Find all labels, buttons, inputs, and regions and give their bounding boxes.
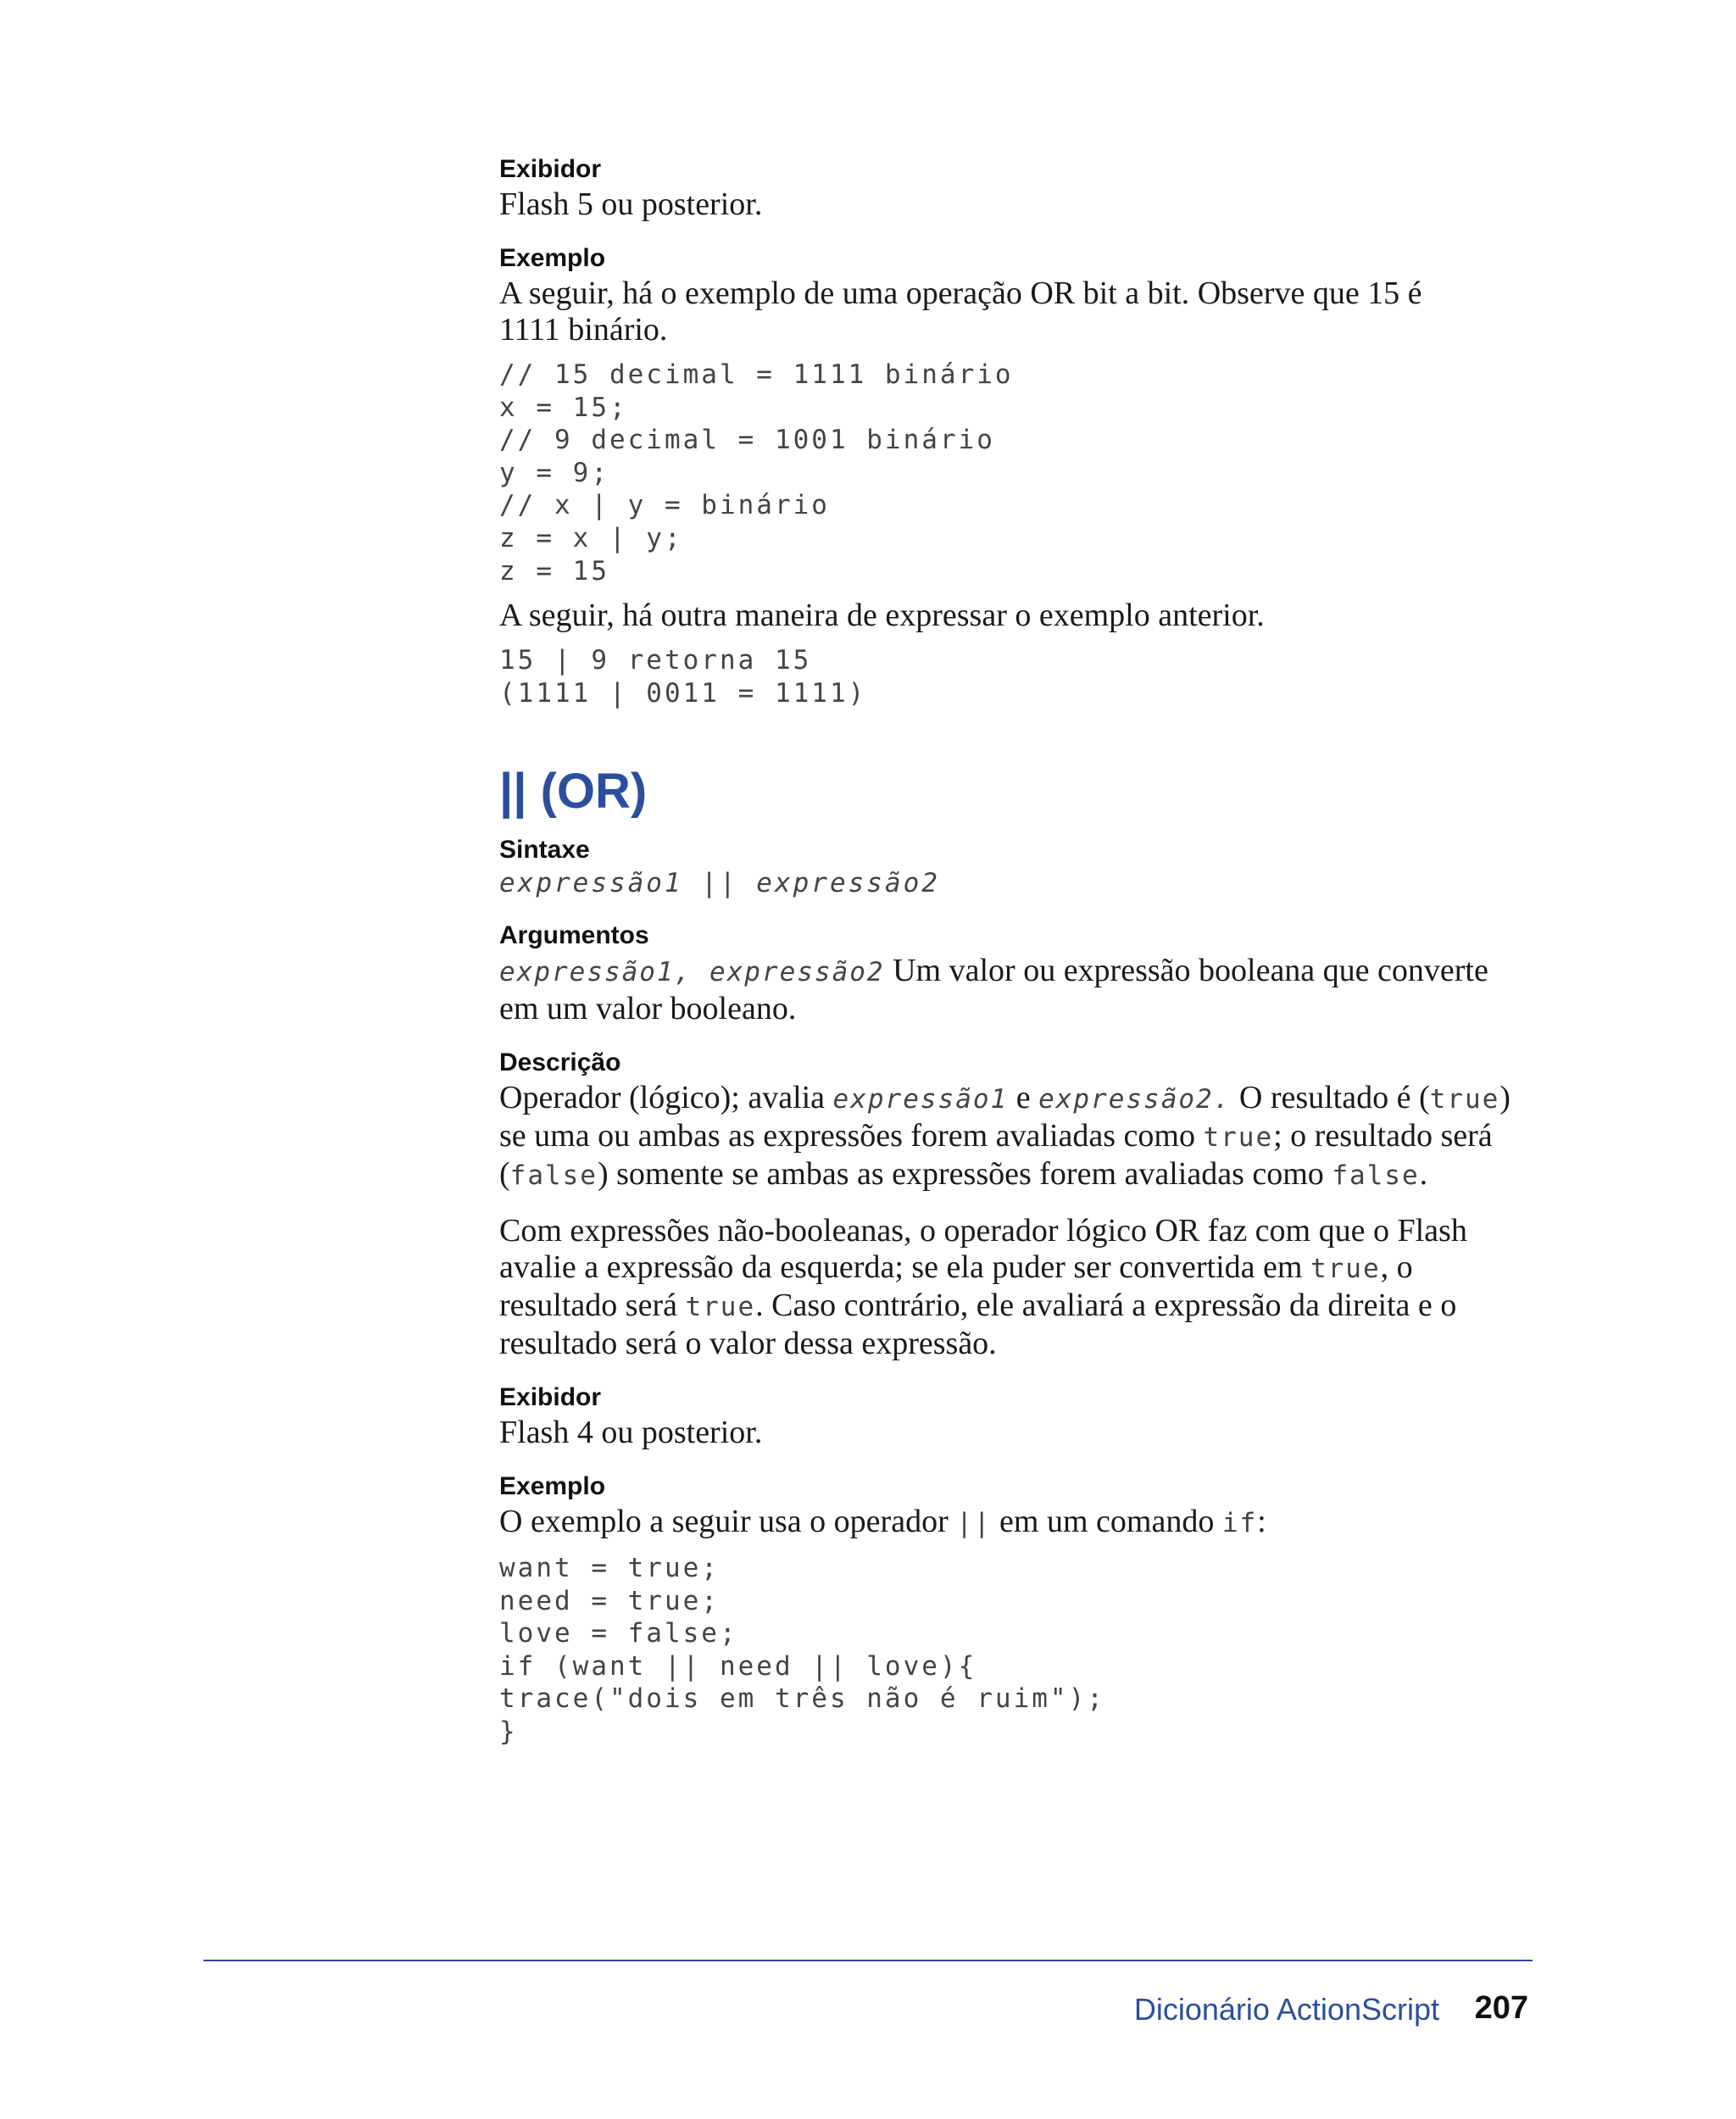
code-line: x = 15; — [499, 392, 628, 423]
example-text: A seguir, há o exemplo de uma operação OR bit a bit. Observe que 15 é 1111 binário. — [499, 275, 1422, 348]
code-line: want = true; — [499, 1552, 720, 1583]
code-line: z = 15 — [499, 555, 609, 587]
description-label: Descrição — [499, 1048, 621, 1076]
code-line: // x | y = binário — [499, 490, 830, 521]
code-line: 15 | 9 retorna 15 — [499, 645, 812, 676]
viewer-text-2: Flash 4 ou posterior. — [499, 1414, 763, 1450]
footer-title: Dicionário ActionScript — [1133, 1992, 1439, 2027]
code-block-alternate — [499, 644, 1533, 709]
inline-code: if — [1221, 1507, 1258, 1538]
code-line: y = 9; — [499, 457, 609, 488]
code-block-bitwise — [499, 359, 1533, 587]
example-text-2: O exemplo a seguir usa o operador || em um comando if: — [499, 1503, 1266, 1539]
inline-code: expressão1 — [832, 1083, 1009, 1115]
example-label: Exemplo — [499, 244, 606, 272]
code-line: z = x | y; — [499, 522, 683, 553]
footer-rule — [203, 1960, 1533, 1961]
syntax-code: expressão1 || expressão2 — [499, 868, 940, 899]
page-number: 207 — [1474, 1990, 1528, 2026]
inline-code: true — [1429, 1083, 1500, 1115]
arguments-label: Argumentos — [499, 920, 649, 949]
code-line: // 15 decimal = 1111 binário — [499, 359, 1014, 390]
code-line: trace("dois em três não é ruim"); — [499, 1683, 1105, 1715]
syntax-label: Sintaxe — [499, 836, 590, 865]
code-line: (1111 | 0011 = 1111) — [499, 677, 867, 709]
viewer-label-2: Exibidor — [499, 1382, 602, 1411]
page-content — [499, 153, 1533, 1749]
description-paragraph-2: Com expressões não-booleanas, o operador lógico OR faz com que o Flash avalie a expressão da esquerda; se ela puder ser convertida em true, o resultado será true. Caso contrário, ele avaliará a expressão da direita e o resultado será o valor dessa expressão. — [499, 1212, 1467, 1361]
code-block-or-example — [499, 1552, 1533, 1749]
viewer-text: Flash 5 ou posterior. — [499, 186, 763, 222]
inline-code: expressão1, expressão2 — [499, 956, 885, 987]
description-paragraph-1: Operador (lógico); avalia expressão1 e expressão2. O resultado é (true) se uma ou ambas as expressões forem avaliadas como true; o resultado será (false) somente se ambas as expressões forem avaliadas como false. — [499, 1079, 1511, 1192]
inline-code: false — [1332, 1160, 1420, 1191]
example-label-2: Exemplo — [499, 1471, 606, 1500]
inline-code: true — [1203, 1121, 1274, 1153]
inline-code: || — [956, 1507, 992, 1538]
section-heading: || (OR) — [499, 764, 648, 820]
viewer-label: Exibidor — [499, 155, 602, 183]
code-line: // 9 decimal = 1001 binário — [499, 425, 995, 456]
code-line: if (want || need || love){ — [499, 1650, 977, 1682]
inline-code: true — [685, 1291, 756, 1322]
code-line: } — [499, 1716, 518, 1747]
arguments-text: expressão1, expressão2 Um valor ou expressão booleana que converte em um valor booleano. — [499, 952, 1488, 1026]
code-line: need = true; — [499, 1585, 720, 1616]
inline-code: true — [1310, 1253, 1381, 1284]
alternate-text: A seguir, há outra maneira de expressar o exemplo anterior. — [499, 598, 1265, 634]
code-line: love = false; — [499, 1618, 738, 1649]
inline-code: expressão2. — [1038, 1083, 1232, 1115]
inline-code: false — [509, 1160, 598, 1191]
